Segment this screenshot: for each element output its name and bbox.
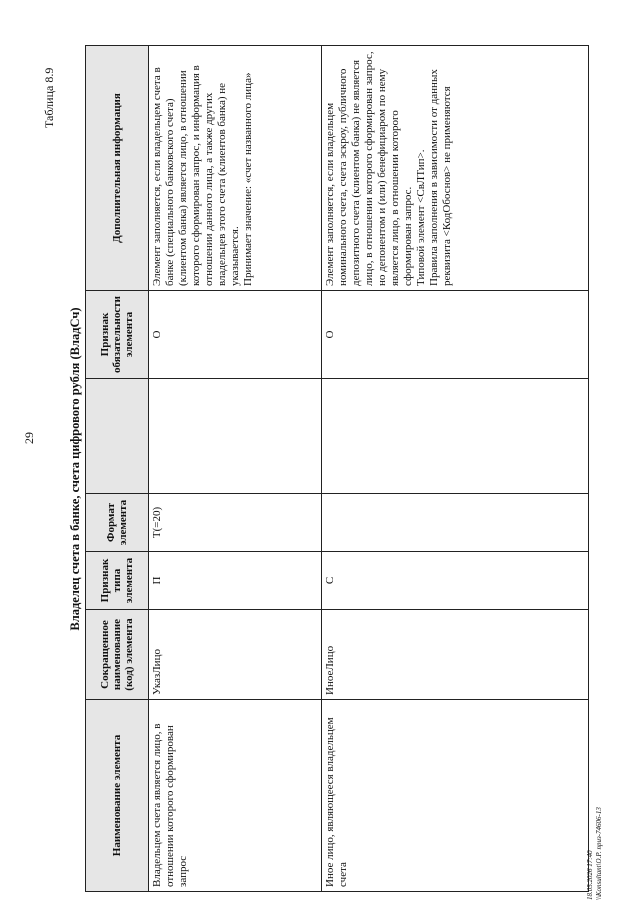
- header-element-code: Сокращенное наименование (код) элемента: [86, 610, 149, 700]
- rotated-table-frame: [65, 46, 585, 892]
- cell-required: О: [149, 291, 322, 379]
- header-empty: [86, 379, 149, 494]
- cell-name: Владельцем счета является лицо, в отношении которого сформирован запрос: [149, 700, 322, 892]
- header-additional-info: Дополнительная информация: [86, 46, 149, 291]
- cell-code: УказЛицо: [149, 610, 322, 700]
- header-element-name: Наименование элемента: [86, 700, 149, 892]
- cell-type: С: [322, 552, 589, 610]
- cell-info: Элемент заполняется, если владельцем номинального счета, счета эскроу, публичного депозитного счета (клиентом банка) не является лицо, в отношении которого сформирован запрос, но депонентом и (или) бенефициаром по нему является лицо, в отношении которого сформирован запрос. Типовой элемент <СвЛТип>. Правила заполнения в зависимости от данных реквизита <КодОбоснов> не применяются: [322, 46, 589, 291]
- table-row: [322, 46, 589, 892]
- cell-empty: [322, 379, 589, 494]
- cell-type: П: [149, 552, 322, 610]
- cell-empty: [149, 379, 322, 494]
- cell-required: О: [322, 291, 589, 379]
- cell-format: T(=20): [149, 494, 322, 552]
- element-spec-table: [85, 45, 589, 892]
- footer-path: \\Konsultant\О.Р. приз-74606-13: [595, 807, 603, 900]
- table-caption: Владелец счета в банке, счета цифрового рубля (ВладСч): [68, 307, 82, 631]
- footer-date: 18.05.2026 17:40: [586, 850, 594, 900]
- header-required: Признак обязательности элемента: [86, 291, 149, 379]
- cell-format: [322, 494, 589, 552]
- table-label: Таблица 8.9: [42, 67, 56, 128]
- footer-stamp: [586, 807, 604, 900]
- page-number: 29: [22, 432, 36, 444]
- table-header-row: [86, 46, 149, 892]
- header-element-format: Формат элемента: [86, 494, 149, 552]
- table-row: [149, 46, 322, 892]
- cell-name: Иное лицо, являющееся владельцем счета: [322, 700, 589, 892]
- cell-code: ИноеЛицо: [322, 610, 589, 700]
- header-element-type: Признак типа элемента: [86, 552, 149, 610]
- cell-info: Элемент заполняется, если владельцем счета в банке (специального банковского счета) (клиентом банка) является лицо, в отношении которого сформирован запрос, и информация в отношении данного лица, а также других владельцев этого счета (клиентов банка) не указывается. Принимает значение: «счет названного лица»: [149, 46, 322, 291]
